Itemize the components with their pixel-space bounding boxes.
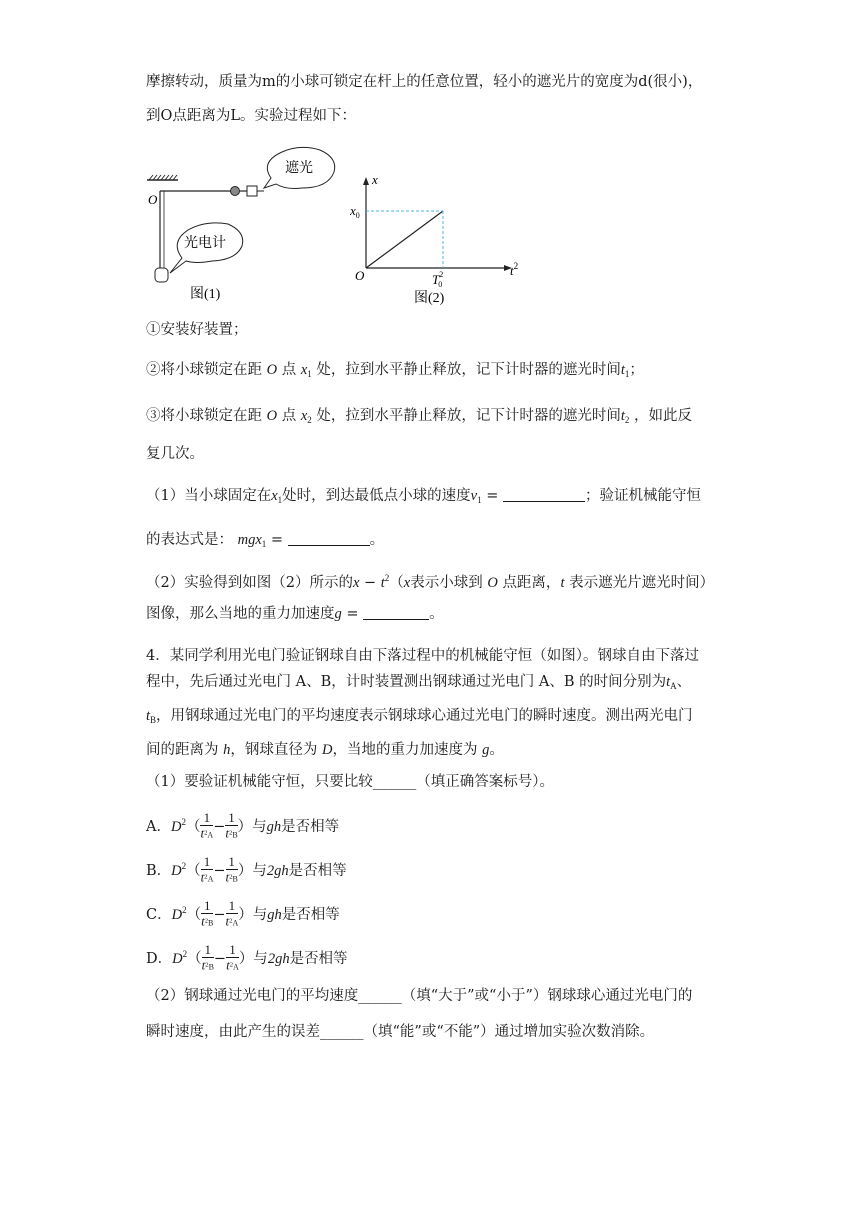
- step-2: ②将小球锁定在距 O 点 $x_1$ 处，拉到水平静止释放，记下计时器的遮光时间$t_1$；: [146, 362, 644, 379]
- problem-4-line-2: 程中，先后通过光电门 A、B，计时装置测出钢球通过光电门 A、B 的时间分别为$t_A$、: [146, 674, 692, 691]
- problem-4-question-1: （1）要验证机械能守恒，只要比较______（填正确答案标号）。: [146, 774, 554, 790]
- problem-4-line-3: $t_B$，用钢球通过光电门的平均速度表示钢球球心通过光电门的瞬时速度。测出两光电门: [146, 708, 693, 725]
- step-3-cont: 复几次。: [146, 446, 204, 462]
- origin-label: O: [355, 268, 365, 283]
- question-1: （1）当小球固定在$x_1$处时，到达最低点小球的速度$v_1$ = ；验证机械能守恒: [146, 488, 701, 505]
- problem-4-question-2-cont: 瞬时速度，由此产生的误差______（填“能”或“不能”）通过增加实验次数消除。: [146, 1024, 655, 1040]
- question-1-cont: 的表达式是： mgx$_1$ = 。: [146, 532, 385, 549]
- answer-blank-g[interactable]: [363, 605, 429, 620]
- answer-blank-v1[interactable]: [503, 487, 585, 502]
- figure-1-caption: 图(1): [190, 287, 221, 302]
- answer-blank-mgx1[interactable]: [288, 531, 370, 546]
- intro-line-1: 摩擦转动，质量为m的小球可锁定在杆上的任意位置，轻小的遮光片的宽度为d(很小)，: [146, 74, 703, 90]
- question-2-cont: 图像，那么当地的重力加速度g = 。: [146, 606, 444, 622]
- y-axis-label: x: [372, 172, 378, 187]
- figure-2-x-t2-graph: [350, 168, 535, 308]
- problem-4-question-2: （2）钢球通过光电门的平均速度______（填“大于”或“小于”）钢球球心通过光电门的: [146, 988, 693, 1004]
- option-b[interactable]: B．$D^2$（ $\frac{1}{t^2A}$ − $\frac{1}{t^2B}$ ）与2gh是否相等: [146, 854, 347, 885]
- option-d[interactable]: D．$D^2$（ $\frac{1}{t^2B}$ − $\frac{1}{t^2A}$ ）与2gh是否相等: [146, 942, 348, 973]
- question-2: （2）实验得到如图（2）所示的$x - t^2(x$表示小球到 O 点距离，t 表示遮光片遮光时间）: [146, 573, 715, 591]
- problem-4-line-4: 间的距离为 h，钢球直径为 D，当地的重力加速度为 g。: [146, 742, 504, 758]
- t0-squared-tick-label: $T^2$ 0: [432, 270, 444, 289]
- point-o-label-fig1: O: [148, 192, 158, 207]
- x-axis-label: $t^2$: [510, 261, 519, 278]
- problem-4-line-1: 4．某同学利用光电门验证钢球自由下落过程中的机械能守恒（如图）。钢球自由下落过: [146, 648, 699, 664]
- x0-tick-label: $x_0$: [350, 203, 360, 220]
- intro-line-2: 到O点距离为L。实验过程如下：: [146, 108, 357, 124]
- option-c[interactable]: C．$D^2$（ $\frac{1}{t^2B}$ − $\frac{1}{t^2A}$ ）与gh是否相等: [146, 898, 340, 929]
- bubble-shading-label: 遮光: [285, 161, 313, 176]
- figure-1-pendulum-diagram: [140, 140, 350, 310]
- figure-2-caption: 图(2): [414, 291, 445, 306]
- option-a[interactable]: A．$D^2$（ $\frac{1}{t^2A}$ − $\frac{1}{t^2B}$ ）与gh是否相等: [146, 810, 340, 841]
- step-3: ③将小球锁定在距 O 点 $x_2$ 处，拉到水平静止释放，记下计时器的遮光时间$t_2$ ，如此反: [146, 408, 692, 425]
- step-1: ①安装好装置；: [146, 322, 248, 338]
- bubble-photogate-label: 光电计: [184, 236, 226, 251]
